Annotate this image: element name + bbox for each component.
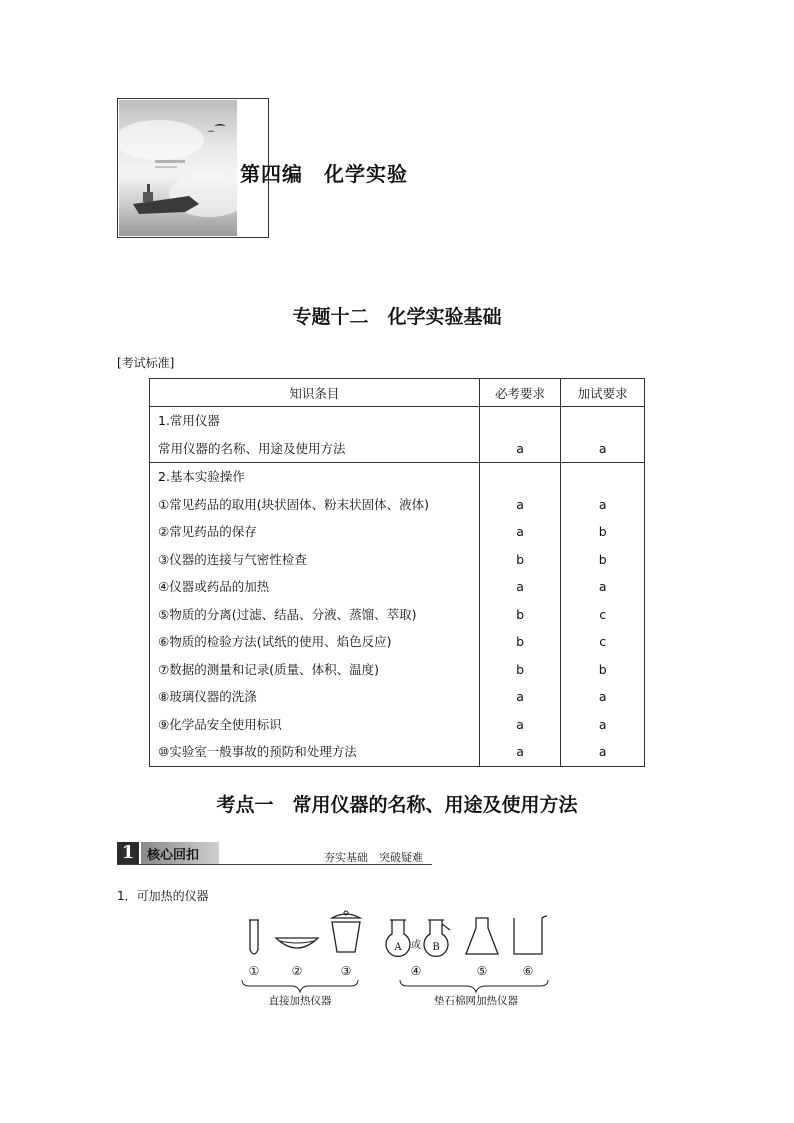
apparatus-number: ⑥ (522, 964, 534, 978)
header-extra: 加试要求 (561, 379, 645, 407)
heatable-apparatus-diagram (238, 910, 558, 1010)
table-row (150, 463, 645, 767)
knowledge-item: ⑨化学品安全使用标识 (158, 716, 282, 732)
required-level: a (516, 496, 524, 512)
required-level: b (516, 551, 525, 567)
flask-or-label: 或 (411, 940, 421, 951)
required-level: b (516, 634, 525, 649)
chapter-title: 专题十二 化学实验基础 (292, 306, 502, 328)
required-level: a (516, 689, 524, 704)
test-tube-icon (250, 920, 258, 954)
flask-b-label: B (432, 942, 440, 953)
apparatus-number: ② (291, 964, 303, 978)
heatable-label: 1．可加热的仪器 (117, 889, 209, 903)
extra-level: a (598, 744, 607, 759)
table-row (150, 407, 645, 463)
seagull-icon (207, 131, 215, 133)
core-review-label: 核心回扣 (147, 848, 200, 863)
required-level: a (516, 524, 524, 539)
extra-level: a (598, 579, 607, 594)
apparatus-number: ④ (410, 964, 422, 978)
required-level: a (516, 716, 524, 732)
section-1-required (479, 407, 561, 463)
core-review-number: 1 (117, 842, 139, 864)
ship-bridge (143, 192, 153, 202)
knowledge-item: ③仪器的连接与气密性检查 (158, 551, 307, 567)
section-heading: 1.常用仪器 (158, 413, 220, 428)
extra-level: a (598, 716, 607, 732)
brace-gauze (400, 980, 548, 992)
apparatus-number: ① (248, 964, 260, 978)
required-level: a (516, 744, 524, 759)
extra-level: b (598, 524, 607, 539)
group-gauze-heating: 垫石棉网加热仪器 (434, 995, 518, 1007)
header-knowledge-item: 知识条目 (150, 379, 480, 407)
seagull-icon (214, 124, 226, 126)
required-level: a (516, 440, 524, 456)
core-review-tagline: 夯实基础 突破疑难 (324, 851, 423, 864)
apparatus-number: ③ (340, 964, 352, 978)
ship-funnel (147, 184, 150, 192)
required-level: b (516, 606, 525, 622)
section-2-required (479, 463, 561, 767)
knowledge-item: ⑦数据的测量和记录(质量、体积、温度) (158, 661, 379, 677)
knowledge-item: ④仪器或药品的加热 (158, 579, 270, 594)
topic-title: 考点一 常用仪器的名称、用途及使用方法 (216, 794, 578, 816)
conical-flask-icon (466, 918, 498, 954)
exam-standard-table (149, 378, 645, 767)
required-level: a (516, 579, 524, 594)
extra-level: a (598, 689, 607, 704)
knowledge-item: ⑧玻璃仪器的洗涤 (158, 689, 257, 704)
brace-direct (242, 980, 358, 992)
knowledge-item: ②常见药品的保存 (158, 524, 257, 539)
cover-text-mark (155, 166, 177, 168)
beaker-icon (514, 916, 547, 954)
part-title: 第四编 化学实验 (240, 162, 408, 186)
knowledge-item: ⑩实验室一般事故的预防和处理方法 (158, 744, 357, 759)
knowledge-item: ⑥物质的检验方法(试纸的使用、焰色反应) (158, 634, 392, 649)
extra-level: b (598, 661, 607, 677)
flask-a-label: A (394, 942, 402, 953)
header-required: 必考要求 (479, 379, 561, 407)
group-direct-heating: 直接加热仪器 (268, 995, 332, 1007)
extra-level: b (598, 551, 607, 567)
knowledge-item: ⑤物质的分离(过滤、结晶、分液、蒸馏、萃取) (158, 606, 417, 622)
exam-standard-label: [考试标准] (117, 356, 175, 370)
ship-illustration (119, 100, 237, 236)
knowledge-item: 常用仪器的名称、用途及使用方法 (158, 440, 346, 456)
extra-level: c (599, 606, 607, 622)
section-heading: 2.基本实验操作 (158, 469, 245, 484)
extra-level: a (598, 496, 607, 512)
crucible-icon (332, 911, 360, 952)
cover-image (119, 100, 237, 236)
section-1-extra (561, 407, 645, 463)
knowledge-item: ①常见药品的取用(块状固体、粉末状固体、液体) (158, 496, 429, 512)
table-header-row (150, 379, 645, 407)
section-2-items (150, 463, 480, 767)
extra-level: a (598, 440, 607, 456)
required-level: b (516, 661, 525, 677)
cover-text-mark (155, 160, 185, 163)
section-2-extra (561, 463, 645, 767)
section-1-items (150, 407, 480, 463)
extra-level: c (599, 634, 607, 649)
apparatus-number: ⑤ (476, 964, 488, 978)
